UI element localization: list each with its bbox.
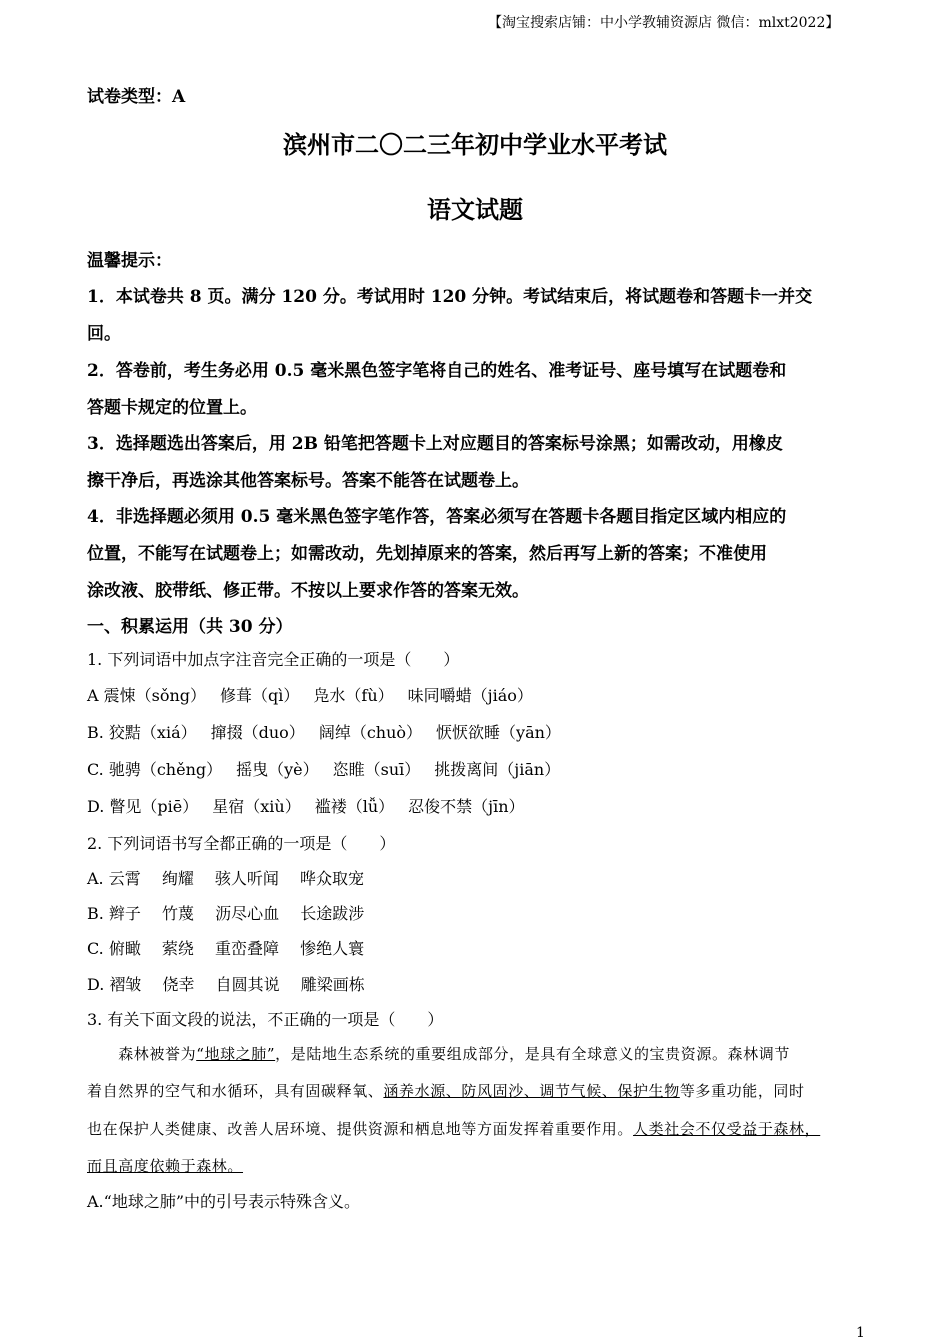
question-3-option-a: A.“地球之肺”中的引号表示特殊含义。 <box>87 1192 361 1211</box>
tip-line: 位置，不能写在试题卷上；如需改动，先划掉原来的答案，然后再写上新的答案；不准使用 <box>87 544 767 564</box>
tip-line: 3．选择题选出答案后，用 2B 铅笔把答题卡上对应题目的答案标号涂黑；如需改动，用橡皮 <box>87 434 783 454</box>
tip-line: 答题卡规定的位置上。 <box>87 398 257 418</box>
subject-title: 语文试题 <box>427 195 523 224</box>
passage-text: 着自然界的空气和水循环，具有固碳释氧、 <box>87 1082 384 1100</box>
option-word: A 震悚（sǒng） <box>87 686 207 705</box>
passage-line <box>87 1043 790 1064</box>
option-word: 撺掇（duo） <box>210 723 305 742</box>
option-word: B. 狡黠（xiá） <box>87 723 197 742</box>
passage-line <box>87 1118 820 1139</box>
question-2-option-a: A. 云霄 绚耀 骇人听闻 哗众取宠 <box>87 869 364 888</box>
passage-text: ，是陆地生态系统的重要组成部分，是具有全球意义的宝贵资源。森林调节 <box>275 1045 790 1063</box>
tip-line: 涂改液、胶带纸、修正带。不按以上要求作答的答案无效。 <box>87 581 529 601</box>
underlined-text: “地球之肺” <box>196 1045 276 1063</box>
tip-line: 擦干净后，再选涂其他答案标号。答案不能答在试题卷上。 <box>87 471 529 491</box>
option-word: 摇曳（yè） <box>236 760 319 779</box>
question-1-option-c <box>87 757 574 780</box>
question-2-option-c: C. 俯瞰 萦绕 重峦叠障 惨绝人寰 <box>87 939 365 958</box>
option-word: D. 瞥见（piē） <box>87 797 199 816</box>
passage-line <box>87 1080 805 1101</box>
option-word: 阔绰（chuò） <box>318 723 423 742</box>
tip-line: 1．本试卷共 8 页。满分 120 分。考试用时 120 分钟。考试结束后，将试题卷和答题卡一并交 <box>87 287 813 307</box>
option-word: 星宿（xiù） <box>212 797 301 816</box>
option-word: 修葺（qì） <box>220 686 300 705</box>
tip-line: 2．答卷前，考生务必用 0.5 毫米黑色签字笔将自己的姓名、准考证号、座号填写在试题卷和 <box>87 361 787 381</box>
passage-text: 等多重功能，同时 <box>679 1082 805 1100</box>
passage-text: 森林被誉为 <box>87 1045 197 1063</box>
option-word: 挑拨离间（jiān） <box>434 760 561 779</box>
underlined-text: 人类社会不仅受益于森林， <box>633 1120 821 1138</box>
page-number: 1 <box>856 1325 865 1341</box>
question-2-option-d: D. 褶皱 侥幸 自圆其说 雕梁画栋 <box>87 975 365 994</box>
option-word: 恹恹欲睡（yān） <box>436 723 561 742</box>
question-1-stem: 1. 下列词语中加点字注音完全正确的一项是（ ） <box>87 650 460 669</box>
underlined-text: 涵养水源、防风固沙、调节气候、保护生物 <box>383 1082 680 1100</box>
question-2-stem: 2. 下列词语书写全都正确的一项是（ ） <box>87 834 396 853</box>
exam-title: 滨州市二〇二三年初中学业水平考试 <box>283 130 667 159</box>
tip-line: 回。 <box>87 324 121 344</box>
paper-type: 试卷类型：A <box>87 87 186 107</box>
option-word: 褴褛（lǚ） <box>314 797 395 816</box>
passage-text: 也在保护人类健康、改善人居环境、提供资源和栖息地等方面发挥着重要作用。 <box>87 1120 634 1138</box>
option-word: 忍俊不禁（jīn） <box>408 797 525 816</box>
option-word: 恣睢（suī） <box>332 760 421 779</box>
option-word: 凫水（fù） <box>313 686 394 705</box>
option-word: C. 驰骋（chěng） <box>87 760 223 779</box>
tips-heading: 温馨提示： <box>87 251 172 271</box>
section-heading: 一、积累运用（共 30 分） <box>87 617 293 637</box>
question-1-option-d <box>87 794 539 817</box>
question-1-option-b <box>87 720 575 743</box>
question-2-option-b: B. 辫子 竹蔑 沥尽心血 长途跋涉 <box>87 904 365 923</box>
question-1-option-a <box>87 683 547 706</box>
option-word: 味同嚼蜡（jiáo） <box>407 686 533 705</box>
tip-line: 4．非选择题必须用 0.5 毫米黑色签字笔作答，答案必须写在答题卡各题目指定区域内相应的 <box>87 507 787 527</box>
header-note: 【淘宝搜索店铺：中小学教辅资源店 微信：mlxt2022】 <box>488 15 840 31</box>
passage-line <box>87 1155 243 1176</box>
question-3-stem: 3. 有关下面文段的说法，不正确的一项是（ ） <box>87 1010 444 1029</box>
underlined-text: 而且高度依赖于森林。 <box>87 1157 244 1175</box>
